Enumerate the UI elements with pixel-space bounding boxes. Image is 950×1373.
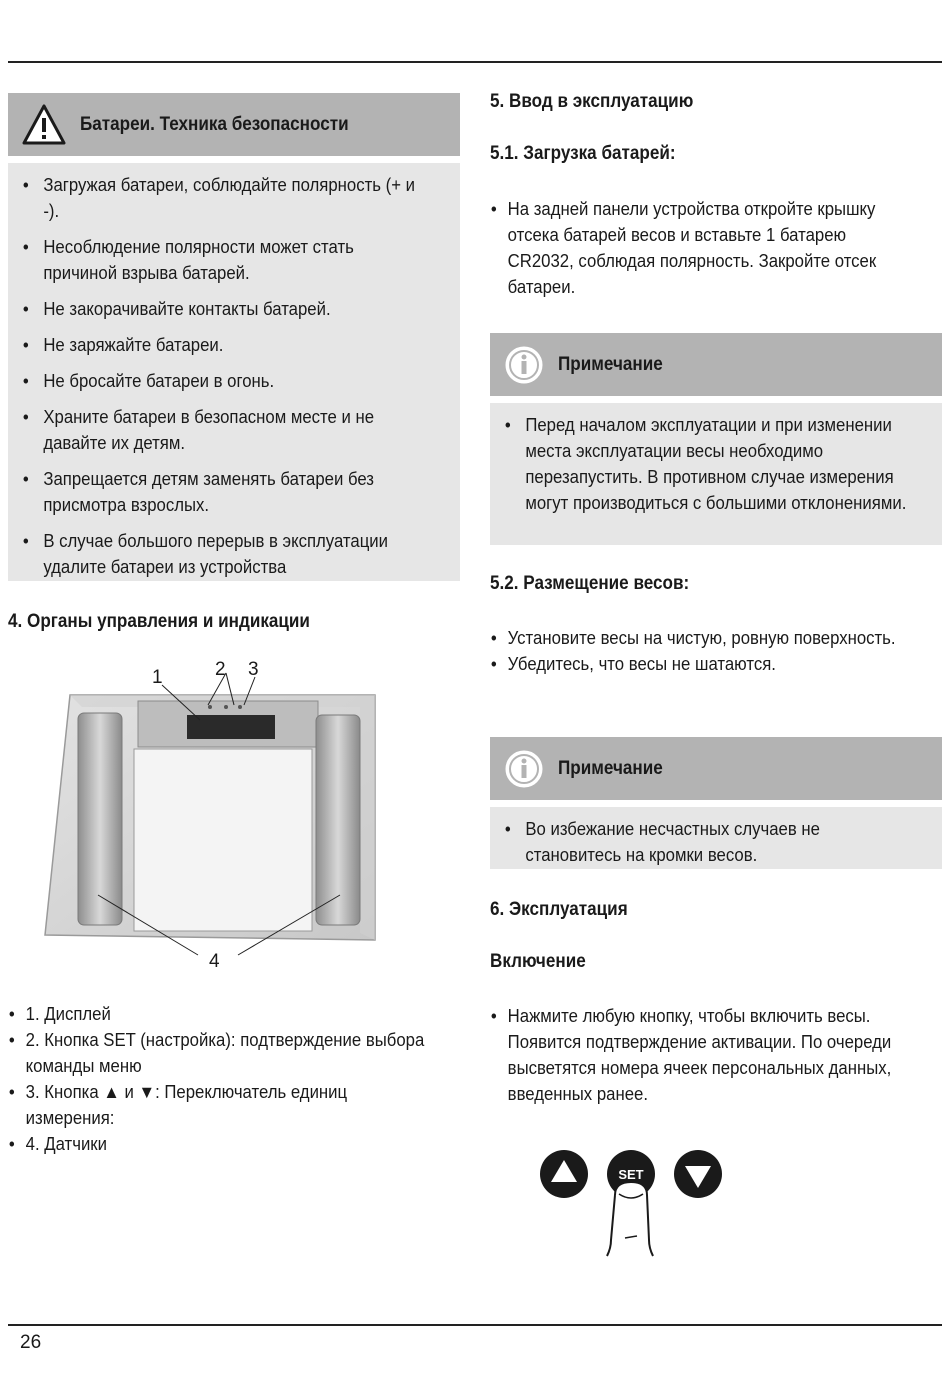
list-item: • 1. Дисплей [8,1001,428,1027]
battery-safety-list [8,172,460,580]
list-item: • Не закорачивайте контакты батарей. [8,296,428,322]
placement-list [490,625,942,677]
note-body-2 [490,807,942,869]
battery-safety-body [8,163,460,581]
controls-heading: 4. Органы управления и индикации [8,611,310,632]
note-title-2: Примечание [558,757,663,779]
power-on-heading: Включение [490,951,586,972]
callout-3: 3 [248,659,259,680]
placement-heading: 5.2. Размещение весов: [490,573,690,594]
list-item: • Убедитесь, что весы не шатаются. [490,651,910,677]
callout-2: 2 [215,659,226,680]
list-item: • 4. Датчики [8,1131,428,1157]
info-icon [504,345,544,385]
set-button-label: SET [618,1167,644,1182]
note-body-1 [490,403,942,545]
sensor-left [78,713,122,925]
arrow-button-marker [238,705,242,709]
list-item: • Загружая батареи, соблюдайте полярность (+ и -). [8,172,428,224]
note-header-1 [490,333,942,396]
note-header-2 [490,737,942,800]
controls-list [8,1001,460,1157]
list-item: • Установите весы на чистую, ровную поверхность. [490,625,910,651]
callout-4: 4 [209,951,220,972]
operation-list [490,1003,942,1107]
battery-loading-heading: 5.1. Загрузка батарей: [490,143,676,164]
scale-figure [30,655,390,975]
list-item: • Во избежание несчастных случаев не становитесь на кромки весов. [490,816,910,868]
battery-safety-header [8,93,460,156]
operation-heading: 6. Эксплуатация [490,899,628,920]
list-item: • В случае большого перерыв в эксплуатации удалите батареи из устройства [8,528,428,580]
callout-1: 1 [152,667,163,688]
list-item: • Несоблюдение полярности может стать причиной взрыва батарей. [8,234,428,286]
up-button-icon [540,1150,588,1198]
list-item: • Нажмите любую кнопку, чтобы включить весы. Появится подтверждение активации. По очереди высветятся номера ячеек персональных данных, введенных ранее. [490,1003,910,1107]
list-item: • Не бросайте батареи в огонь. [8,368,428,394]
list-item: • Не заряжайте батареи. [8,332,428,358]
list-item: • На задней панели устройства откройте крышку отсека батарей весов и вставьте 1 батарею CR2032, соблюдая полярность. Закройте отсек батареи. [490,196,910,300]
finger-icon [607,1182,653,1256]
list-item: • Запрещается детям заменять батареи без присмотра взрослых. [8,466,428,518]
info-icon [504,749,544,789]
list-item: • 3. Кнопка ▲ и ▼: Переключатель единиц измерения: [8,1079,428,1131]
battery-loading-list [490,196,942,300]
scale-display [187,715,275,739]
list-item: • Перед началом эксплуатации и при изменении места эксплуатации весы необходимо перезапустить. В противном случае измерения могут производиться с большими отклонениями. [490,412,910,516]
buttons-figure [535,1140,735,1260]
bottom-rule [8,1324,942,1326]
arrow-button-marker [224,705,228,709]
note-list-2 [490,816,942,868]
commissioning-heading: 5. Ввод в эксплуатацию [490,91,694,112]
note-list-1 [490,412,942,516]
note-title-1: Примечание [558,353,663,375]
top-rule [8,61,942,63]
page-number: 26 [20,1332,42,1353]
list-item: • 2. Кнопка SET (настройка): подтверждение выбора команды меню [8,1027,428,1079]
set-button-marker [208,705,212,709]
list-item: • Храните батареи в безопасном месте и не давайте их детям. [8,404,428,456]
scale-platform [134,749,312,931]
warning-icon [22,103,66,147]
sensor-right [316,715,360,925]
down-button-icon [674,1150,722,1198]
battery-safety-title: Батареи. Техника безопасности [80,113,349,135]
